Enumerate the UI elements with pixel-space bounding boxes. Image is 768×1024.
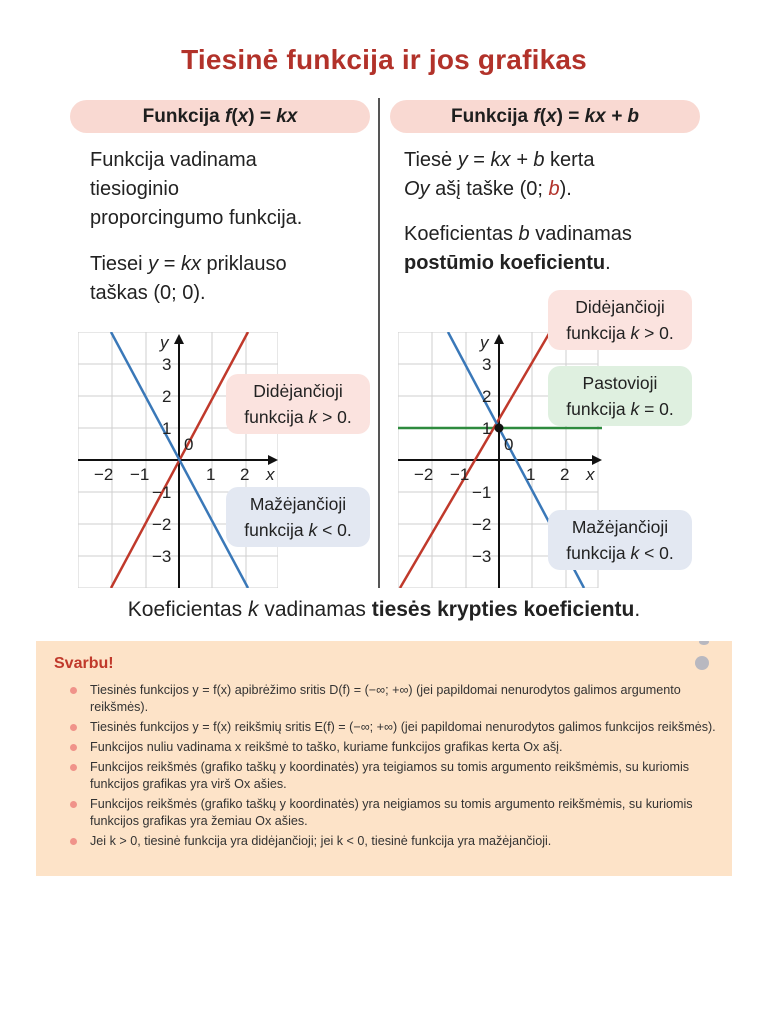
y-axis-arrow (494, 334, 504, 344)
var-k: k (630, 399, 640, 419)
tick-x-neg1: −1 (130, 465, 150, 484)
callout-line: Mažėjančioji (571, 517, 669, 537)
list-item: Tiesinės funkcijos y = f(x) reikšmių sritis E(f) = (−∞; +∞) (jei papildomai nenurodytos galimos funkcijos reikšmės). (90, 719, 720, 736)
tick-y-3: 3 (482, 355, 492, 374)
slope-coefficient-term: tiesės krypties koeficientu (371, 598, 635, 621)
right-shift-statement (404, 220, 632, 278)
tick-y-neg1: −1 (152, 483, 172, 502)
tick-y-1: 1 (162, 419, 172, 438)
left-definition-line: proporcingumo funkcija. (90, 207, 303, 229)
pill-close: ) = (556, 106, 585, 127)
text: funkcija (566, 399, 631, 419)
intercept-point (495, 424, 504, 433)
pill-x: x (237, 106, 249, 127)
important-box (36, 641, 732, 876)
text: taškas (0; 0). (90, 282, 206, 304)
text: > 0. (317, 407, 352, 427)
callout-line: Didėjančioji (253, 381, 343, 401)
var-k: k (630, 543, 640, 563)
text: . (605, 252, 611, 274)
list-item: Funkcijos nuliu vadinama x reikšmė to taško, kuriame funkcijos grafikas kerta Ox ašį. (90, 739, 720, 756)
var-kxb: kx + b (490, 149, 545, 171)
text: funkcija (566, 323, 631, 343)
left-header-pill (70, 100, 370, 133)
left-definition-line: Funkcija vadinama (90, 149, 257, 171)
text: < 0. (317, 520, 352, 540)
page-title: Tiesinė funkcija ir jos grafikas (181, 44, 587, 75)
left-callout-decreasing (226, 487, 370, 547)
y-axis-label: y (480, 333, 489, 352)
y-axis-label: y (160, 333, 169, 352)
pill-prefix: Funkcija (142, 106, 225, 127)
tick-y-neg1: −1 (472, 483, 492, 502)
shift-coefficient-term: postūmio koeficientu (404, 252, 606, 274)
var-y: y (457, 149, 468, 171)
callout-line: Didėjančioji (575, 297, 665, 317)
text: = (158, 253, 181, 275)
origin-label: 0 (504, 435, 514, 454)
origin-label: 0 (184, 435, 194, 454)
tick-x-2: 2 (240, 465, 250, 484)
pill-f: f (225, 106, 232, 127)
tick-x-neg1: −1 (450, 465, 470, 484)
tick-x-neg2: −2 (414, 465, 434, 484)
decorative-dots-icon (693, 641, 713, 671)
text: kerta (544, 149, 595, 171)
text: < 0. (639, 543, 674, 563)
text: vadinamas (529, 223, 632, 245)
tick-y-neg3: −3 (472, 547, 492, 566)
list-item: Funkcijos reikšmės (grafiko taškų y koordinatės) yra teigiamos su tomis argumento reikšmėmis, su kuriomis funkcijos grafikas yra virš Ox ašies. (90, 759, 720, 793)
var-k: k (248, 598, 259, 621)
right-callout-increasing (548, 290, 692, 350)
var-k: k (630, 323, 640, 343)
text: ). (559, 178, 572, 200)
left-callout-increasing (226, 374, 370, 434)
x-axis-arrow (268, 455, 278, 465)
text: > 0. (639, 323, 674, 343)
callout-line: Mažėjančioji (249, 494, 347, 514)
tick-y-neg2: −2 (152, 515, 172, 534)
slope-coefficient-statement (0, 598, 768, 622)
tick-y-1: 1 (482, 419, 492, 438)
var-k: k (308, 407, 318, 427)
pill-f: f (533, 106, 540, 127)
callout-line: Pastovioji (582, 373, 658, 393)
text: funkcija (244, 520, 309, 540)
right-callout-decreasing (548, 510, 692, 570)
list-item: Funkcijos reikšmės (grafiko taškų y koordinatės) yra neigiamos su tomis argumento reikšmėmis, su kuriomis funkcijos grafikas yra žemiau Ox ašies. (90, 796, 720, 830)
tick-y-neg3: −3 (152, 547, 172, 566)
text: Koeficientas (404, 223, 519, 245)
var-kx: kx (180, 253, 201, 275)
left-definition (90, 146, 302, 233)
tick-x-1: 1 (526, 465, 536, 484)
y-axis-arrow (174, 334, 184, 344)
pill-x: x (546, 106, 557, 127)
left-definition-line: tiesioginio (90, 178, 179, 200)
left-origin-statement (90, 250, 287, 308)
right-header-pill (390, 100, 700, 133)
left-graph (78, 332, 278, 588)
pill-kx: kx (276, 106, 298, 127)
pill-kxb: kx + b (584, 106, 639, 127)
var-b: b (548, 178, 560, 200)
text: vadinamas (258, 598, 372, 621)
text: = 0. (639, 399, 674, 419)
x-axis-label: x (586, 465, 595, 484)
list-item: Jei k > 0, tiesinė funkcija yra didėjančioji; jei k < 0, tiesinė funkcija yra mažėjančioji. (90, 833, 720, 850)
list-item: Tiesinės funkcijos y = f(x) apibrėžimo sritis D(f) = (−∞; +∞) (jei papildomai nenurodytos galimos argumento reikšmės). (90, 682, 720, 716)
column-divider (378, 98, 380, 588)
tick-y-2: 2 (162, 387, 172, 406)
pill-open: ( (231, 106, 238, 127)
axis-oy: Oy (404, 178, 430, 200)
right-callout-constant (548, 366, 692, 426)
text: . (634, 598, 641, 621)
text: ašį taške (0; (429, 178, 549, 200)
text: funkcija (566, 543, 631, 563)
tick-x-neg2: −2 (94, 465, 114, 484)
tick-y-2: 2 (482, 387, 492, 406)
tick-x-1: 1 (206, 465, 216, 484)
x-axis-arrow (592, 455, 602, 465)
x-axis-label: x (266, 465, 275, 484)
text: = (467, 149, 491, 171)
important-title: Svarbu! (54, 655, 114, 672)
text: funkcija (244, 407, 309, 427)
tick-y-neg2: −2 (472, 515, 492, 534)
pill-open: ( (539, 106, 547, 127)
text: priklauso (200, 253, 287, 275)
text: Tiesė (404, 149, 458, 171)
tick-x-2: 2 (560, 465, 570, 484)
text: Tiesei (90, 253, 149, 275)
right-intercept-statement (404, 146, 594, 204)
text: Koeficientas (127, 598, 249, 621)
var-k: k (308, 520, 318, 540)
var-y: y (148, 253, 159, 275)
important-list (90, 682, 720, 853)
var-b: b (518, 223, 530, 245)
pill-prefix: Funkcija (451, 106, 534, 127)
tick-y-3: 3 (162, 355, 172, 374)
pill-close: ) = (248, 106, 277, 127)
